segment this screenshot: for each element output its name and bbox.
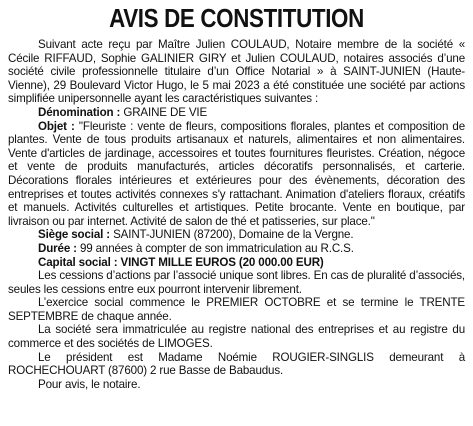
siege-line [8, 228, 465, 242]
objet-label: Objet : [38, 119, 79, 133]
legal-notice [8, 0, 465, 391]
cessions-paragraph: Les cessions d’actions par l’associé unique sont libres. En cas de pluralité d’associés, seules les cessions entre eux pourront intervenir librement. [8, 269, 465, 296]
denomination-line [8, 106, 465, 120]
siege-value: SAINT-JUNIEN (87200), Domaine de la Vergne. [113, 228, 354, 242]
objet-value: "Fleuriste : vente de fleurs, compositions florales, plantes et composition de plantes. Vente de tous produits artisanaux et naturels, alimentaires et non alimentaires. Vente d'articles de jardinage, accessoires et toutes fournitures fleuristes. Création, négoce et vente de produits manufacturés, articles décoratifs personnalisés, et carterie. Décorations florales intérieures et extérieures pour des évènements, décoration des entreprises et toutes activités connexes s'y rattachant. Animation d'ateliers floraux, créatifs et manuels. Activités culturelles et artistiques. Petite brocante. Vente en boutique, par livraison ou par internet. Activité de salon de thé et patisseries, sur place." [8, 119, 466, 228]
immatriculation-paragraph: La société sera immatriculée au registre national des entreprises et au registre du commerce et des sociétés de LIMOGES. [8, 323, 465, 351]
duree-label: Durée : [38, 241, 80, 255]
denomination-label: Dénomination : [38, 105, 124, 119]
denomination-value: GRAINE DE VIE [123, 105, 208, 119]
notice-title: AVIS DE CONSTITUTION [109, 3, 364, 33]
capital-value: VINGT MILLE EUROS (20 000.00 EUR) [120, 255, 324, 269]
capital-label: Capital social : [38, 255, 121, 269]
siege-label: Siège social : [38, 228, 114, 242]
duree-line [8, 242, 465, 256]
duree-value: 99 années à compter de son immatriculation au R.C.S. [79, 241, 354, 255]
objet-paragraph [8, 120, 465, 229]
closing-line: Pour avis, le notaire. [38, 377, 141, 391]
capital-line [8, 256, 465, 270]
exercice-paragraph: L’exercice social commence le PREMIER OCTOBRE et se termine le TRENTE SEPTEMBRE de chaque année. [8, 296, 465, 323]
president-paragraph: Le président est Madame Noémie ROUGIER-SINGLIS demeurant à ROCHECHOUART (87600) 2 rue Basse de Babaudus. [8, 350, 465, 378]
intro-paragraph: Suivant acte reçu par Maître Julien COULAUD, Notaire membre de la société « Cécile RIFFAUD, Sophie GALINIER GIRY et Julien COULAUD, notaires associés d’une société civile professionnelle titulaire d’un Office Notarial » à SAINT-JUNIEN (Haute-Vienne), 29 Boulevard Victor Hugo, le 5 mai 2023 a été constituée une société par actions simplifiée unipersonnelle ayant les caractéristiques suivantes : [8, 38, 465, 106]
